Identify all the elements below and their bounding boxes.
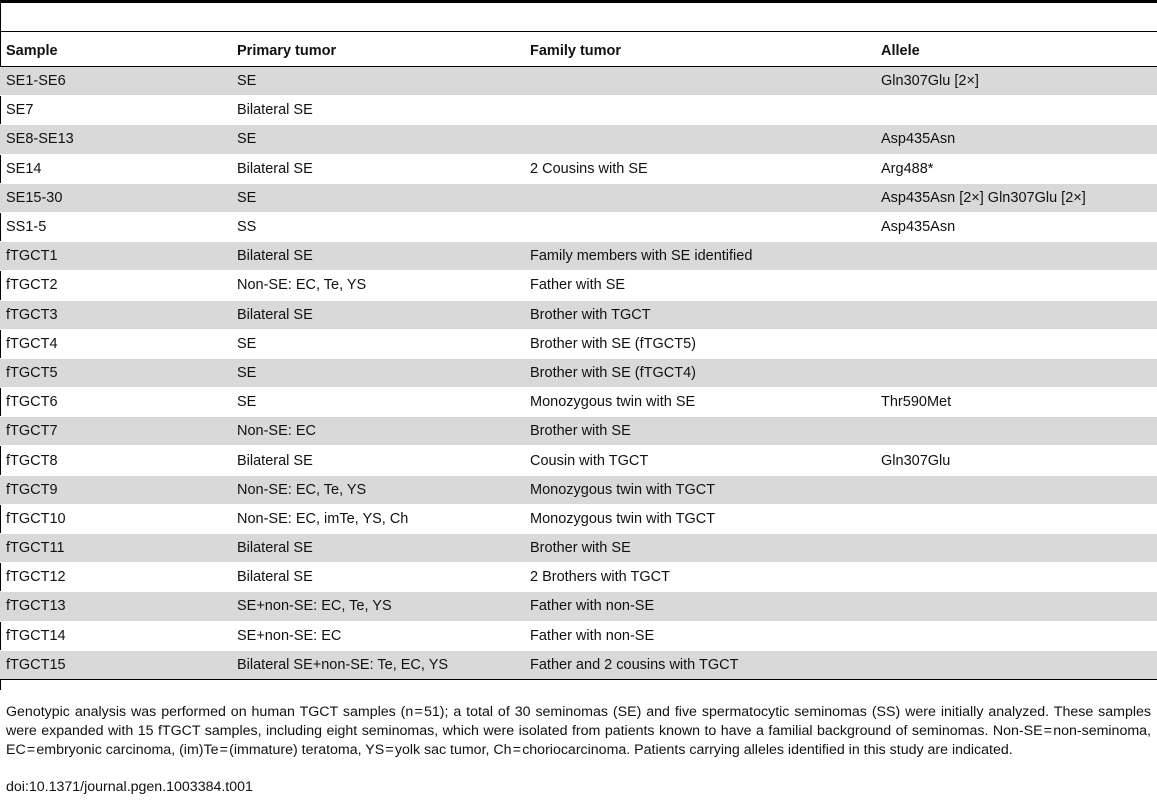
allele-cell [875,242,1157,271]
sample-cell: fTGCT15 [0,650,231,679]
primary-tumor-cell: Bilateral SE [231,300,524,329]
sample-cell: fTGCT5 [0,358,231,387]
family-tumor-cell: Father with non-SE [524,592,875,621]
allele-cell [875,96,1157,125]
primary-tumor-cell: Non-SE: EC [231,417,524,446]
sample-cell: SE1-SE6 [0,67,231,96]
allele-cell [875,300,1157,329]
primary-tumor-cell: SE+non-SE: EC [231,621,524,650]
sample-cell: fTGCT14 [0,621,231,650]
sample-cell: fTGCT4 [0,329,231,358]
family-tumor-cell: Family members with SE identified [524,242,875,271]
sample-cell: fTGCT6 [0,388,231,417]
table-row [0,388,1157,417]
allele-cell: Thr590Met [875,388,1157,417]
primary-tumor-cell: Bilateral SE [231,96,524,125]
allele-cell [875,592,1157,621]
family-tumor-cell: Monozygous twin with TGCT [524,504,875,533]
table-row [0,650,1157,679]
sample-cell: SE14 [0,154,231,183]
allele-cell: Gln307Glu [875,446,1157,475]
primary-tumor-cell: Bilateral SE [231,154,524,183]
genotype-table [0,36,1157,680]
primary-tumor-cell: SE [231,329,524,358]
allele-cell: Asp435Asn [875,125,1157,154]
table-footnote: Genotypic analysis was performed on human TGCT samples (n = 51); a total of 30 seminomas (SE) and five spermatocytic seminomas (SS) were initially analyzed. These samples were expanded with 15 fTGCT samples, including eight seminomas, which were isolated from patients known to have a familial background of seminomas. Non-SE = non-seminoma, EC = embryonic carcinoma, (im)Te = (immature) teratoma, YS = yolk sac tumor, Ch = choriocarcinoma. Patients carrying alleles identified in this study are indicated. [6,704,1151,758]
allele-cell [875,650,1157,679]
table-row [0,446,1157,475]
table-row [0,592,1157,621]
sample-cell: fTGCT13 [0,592,231,621]
table-row [0,621,1157,650]
table-row [0,271,1157,300]
primary-tumor-cell: SE [231,67,524,96]
column-header-family-tumor: Family tumor [524,36,875,67]
family-tumor-cell: Brother with SE (fTGCT5) [524,329,875,358]
table-row [0,417,1157,446]
primary-tumor-cell: Non-SE: EC, imTe, YS, Ch [231,504,524,533]
family-tumor-cell: Father with non-SE [524,621,875,650]
family-tumor-cell: Monozygous twin with TGCT [524,475,875,504]
family-tumor-cell [524,96,875,125]
family-tumor-cell: Brother with TGCT [524,300,875,329]
sample-cell: SS1-5 [0,212,231,241]
sample-cell: fTGCT3 [0,300,231,329]
allele-cell: Gln307Glu [2×] [875,67,1157,96]
sample-cell: fTGCT10 [0,504,231,533]
sample-cell: fTGCT1 [0,242,231,271]
table-title-rule [0,31,1157,32]
primary-tumor-cell: SE [231,125,524,154]
allele-cell [875,417,1157,446]
sample-cell: fTGCT7 [0,417,231,446]
family-tumor-cell: Brother with SE (fTGCT4) [524,358,875,387]
family-tumor-cell: Father with SE [524,271,875,300]
primary-tumor-cell: SS [231,212,524,241]
primary-tumor-cell: SE [231,183,524,212]
table-row [0,96,1157,125]
family-tumor-cell [524,67,875,96]
table-row [0,504,1157,533]
allele-cell [875,271,1157,300]
primary-tumor-cell: Bilateral SE [231,563,524,592]
allele-cell [875,534,1157,563]
sample-cell: fTGCT2 [0,271,231,300]
allele-cell [875,621,1157,650]
table-row [0,300,1157,329]
family-tumor-cell: Cousin with TGCT [524,446,875,475]
family-tumor-cell: 2 Brothers with TGCT [524,563,875,592]
primary-tumor-cell: Bilateral SE+non-SE: Te, EC, YS [231,650,524,679]
column-header-allele: Allele [875,36,1157,67]
table-row [0,563,1157,592]
primary-tumor-cell: Bilateral SE [231,534,524,563]
primary-tumor-cell: SE [231,388,524,417]
primary-tumor-cell: Non-SE: EC, Te, YS [231,271,524,300]
sample-cell: fTGCT9 [0,475,231,504]
allele-cell [875,563,1157,592]
family-tumor-cell: Father and 2 cousins with TGCT [524,650,875,679]
family-tumor-cell: Brother with SE [524,534,875,563]
table-row [0,67,1157,96]
allele-cell: Asp435Asn [875,212,1157,241]
allele-cell: Arg488* [875,154,1157,183]
family-tumor-cell [524,125,875,154]
table-header-row [0,36,1157,67]
allele-cell: Asp435Asn [2×] Gln307Glu [2×] [875,183,1157,212]
table-row [0,475,1157,504]
allele-cell [875,475,1157,504]
doi-reference: doi:10.1371/journal.pgen.1003384.t001 [6,779,253,795]
table-row [0,242,1157,271]
sample-cell: fTGCT12 [0,563,231,592]
table-row [0,358,1157,387]
family-tumor-cell: Monozygous twin with SE [524,388,875,417]
primary-tumor-cell: Bilateral SE [231,242,524,271]
allele-cell [875,504,1157,533]
allele-cell [875,358,1157,387]
table-row [0,125,1157,154]
allele-cell [875,329,1157,358]
table-top-rule [0,0,1157,3]
column-header-sample: Sample [0,36,231,67]
table-row [0,154,1157,183]
column-header-primary-tumor: Primary tumor [231,36,524,67]
table-row [0,534,1157,563]
family-tumor-cell [524,212,875,241]
family-tumor-cell [524,183,875,212]
table-row [0,329,1157,358]
family-tumor-cell: 2 Cousins with SE [524,154,875,183]
primary-tumor-cell: SE+non-SE: EC, Te, YS [231,592,524,621]
primary-tumor-cell: SE [231,358,524,387]
primary-tumor-cell: Non-SE: EC, Te, YS [231,475,524,504]
table-row [0,183,1157,212]
sample-cell: fTGCT11 [0,534,231,563]
sample-cell: fTGCT8 [0,446,231,475]
sample-cell: SE8-SE13 [0,125,231,154]
sample-cell: SE7 [0,96,231,125]
family-tumor-cell: Brother with SE [524,417,875,446]
primary-tumor-cell: Bilateral SE [231,446,524,475]
sample-cell: SE15-30 [0,183,231,212]
table-row [0,212,1157,241]
table-body [0,67,1157,680]
